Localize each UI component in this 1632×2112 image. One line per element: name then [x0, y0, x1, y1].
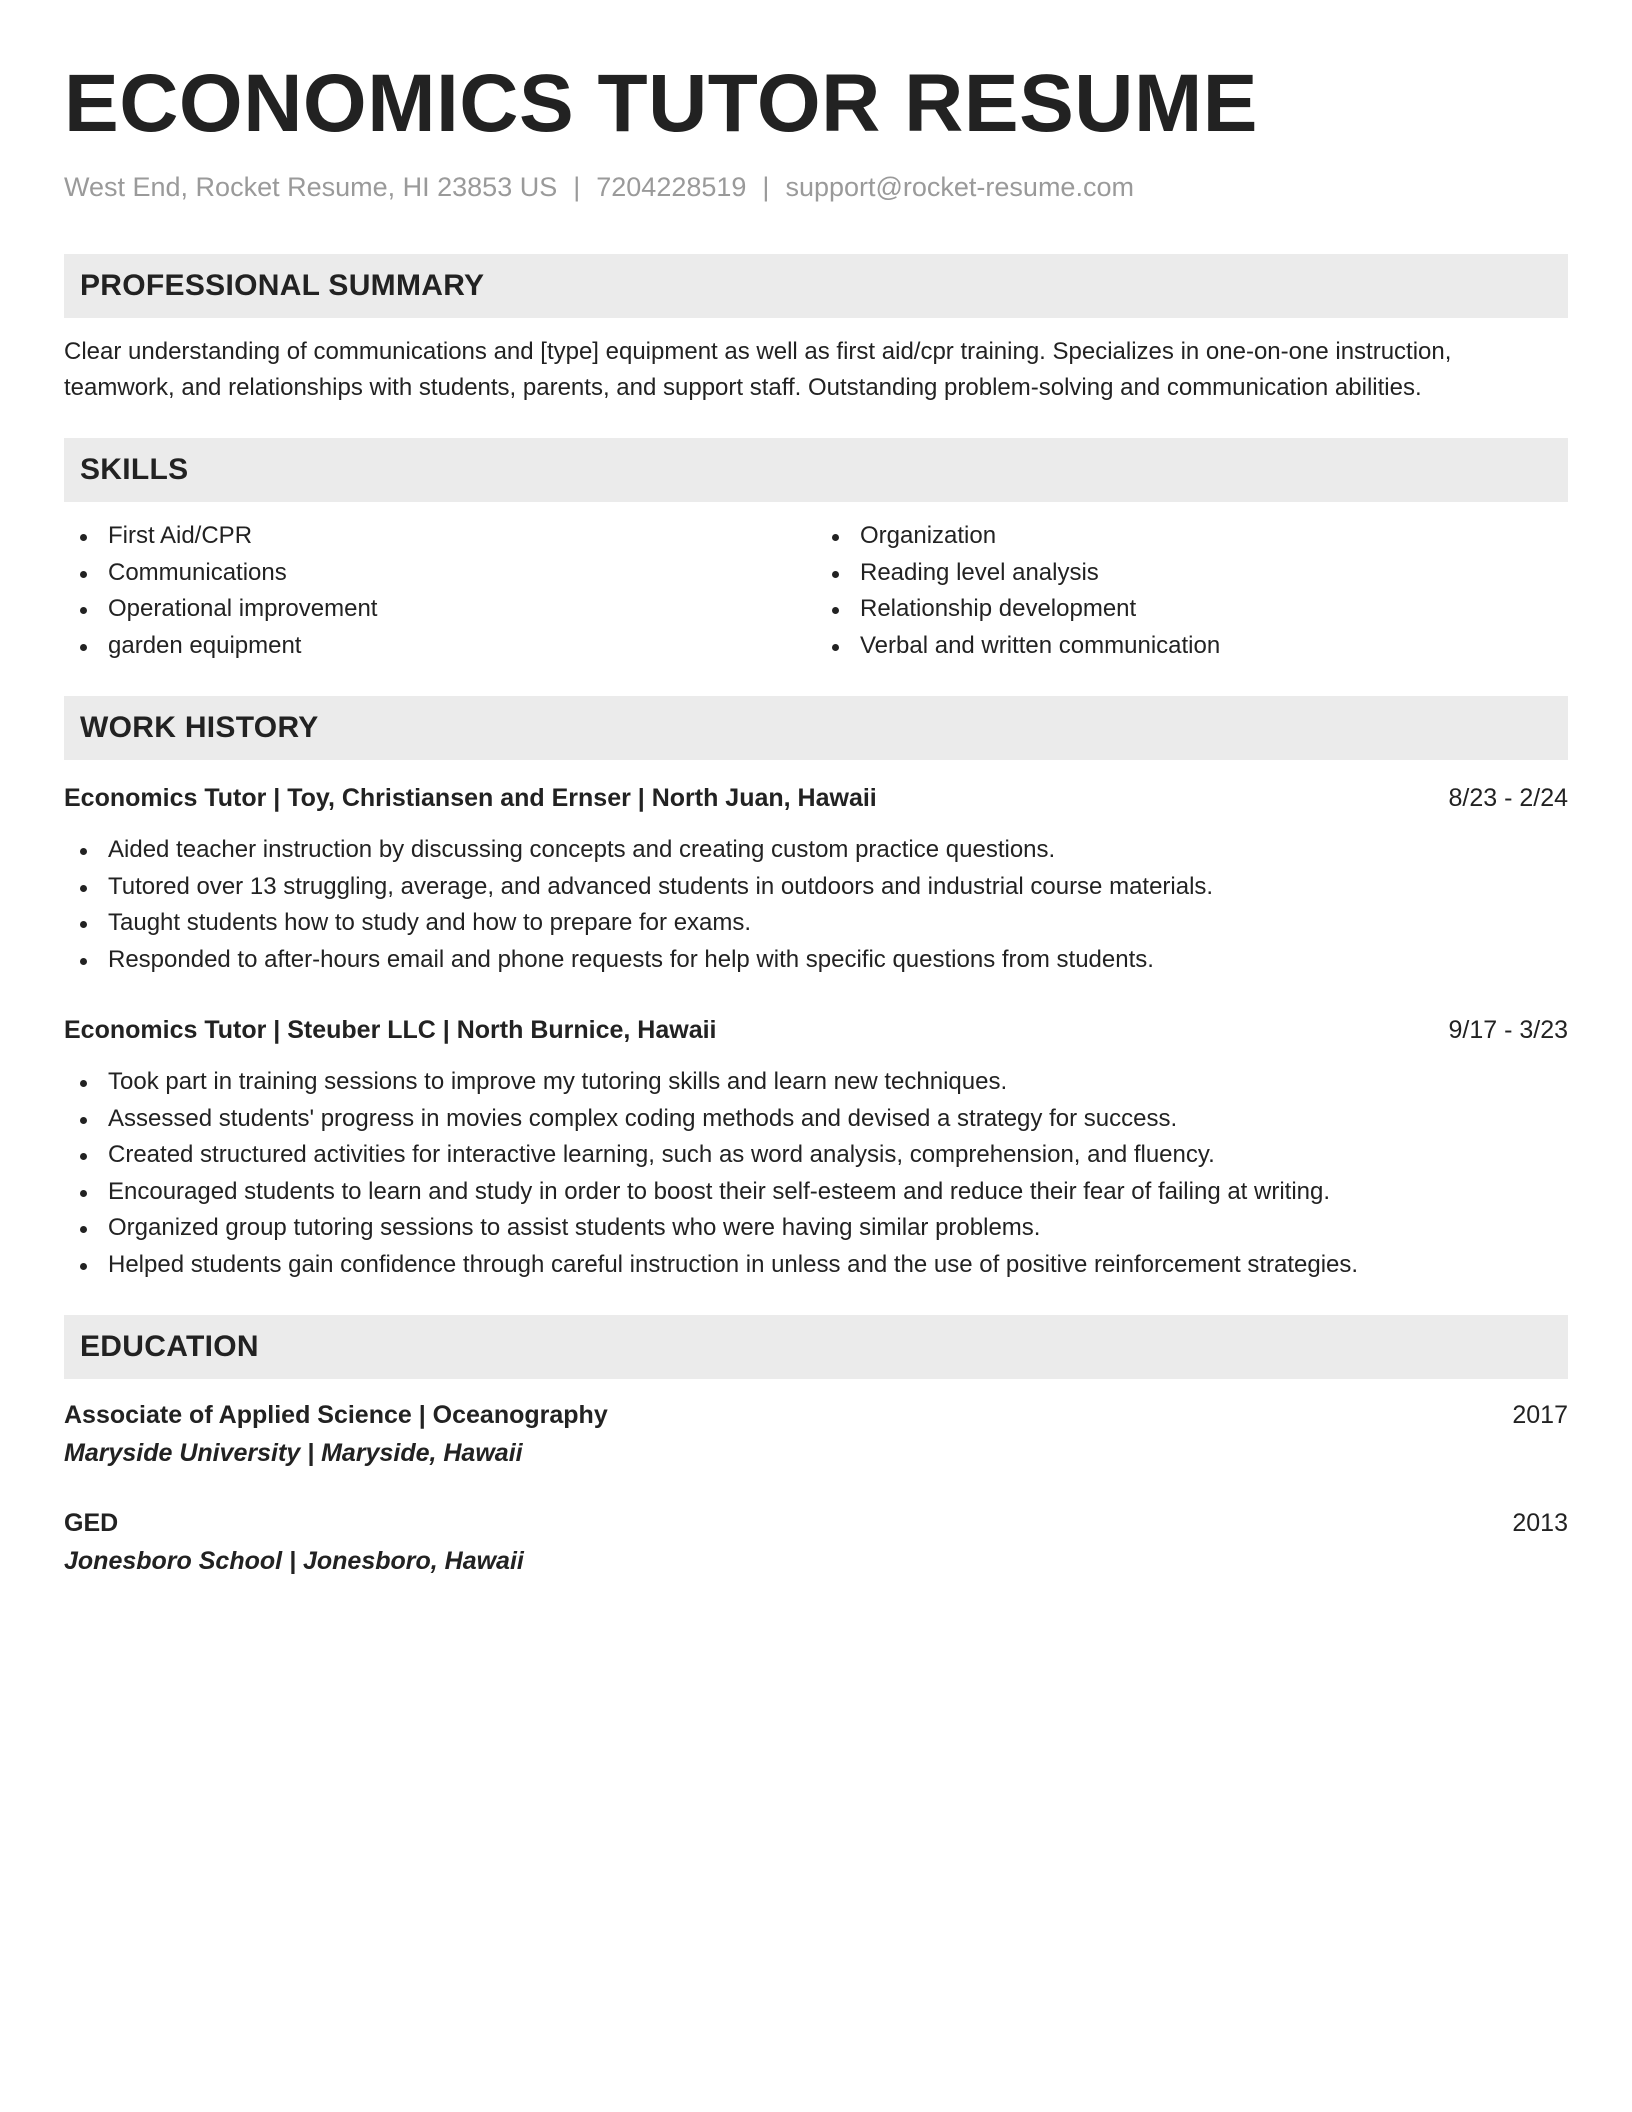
job-header: [64, 1012, 1568, 1048]
job-entry: [64, 1012, 1568, 1283]
job-dates: 9/17 - 3/23: [1448, 1016, 1568, 1044]
job-bullet: Assessed students' progress in movies complex coding methods and devised a strategy for success.: [64, 1101, 1568, 1138]
skill-item: Relationship development: [816, 591, 1568, 628]
skill-item: First Aid/CPR: [64, 518, 816, 555]
job-header: [64, 780, 1568, 816]
job-bullet: Responded to after-hours email and phone requests for help with specific questions from students.: [64, 942, 1568, 979]
job-bullet: Created structured activities for interactive learning, such as word analysis, comprehension, and fluency.: [64, 1137, 1568, 1174]
work-history-heading: WORK HISTORY: [64, 696, 1568, 760]
skill-item: Organization: [816, 518, 1568, 555]
page-title: ECONOMICS TUTOR RESUME: [64, 58, 1258, 149]
education-school: Maryside University | Maryside, Hawaii: [64, 1439, 523, 1467]
job-dates: 8/23 - 2/24: [1448, 784, 1568, 812]
job-bullet: Took part in training sessions to improve my tutoring skills and learn new techniques.: [64, 1064, 1568, 1101]
skill-item: Operational improvement: [64, 591, 816, 628]
education-section: [64, 1315, 1568, 1581]
education-heading: EDUCATION: [64, 1315, 1568, 1379]
job-title: Economics Tutor | Steuber LLC | North Burnice, Hawaii: [64, 1016, 717, 1044]
education-header: [64, 1505, 1568, 1541]
work-history-section: [64, 696, 1568, 1283]
contact-line: [64, 170, 1568, 204]
education-header: [64, 1397, 1568, 1433]
job-bullets: [64, 832, 1568, 978]
job-title: Economics Tutor | Toy, Christiansen and Ernser | North Juan, Hawaii: [64, 784, 877, 812]
skills-grid: [64, 518, 1568, 664]
education-school: Jonesboro School | Jonesboro, Hawaii: [64, 1547, 524, 1575]
skills-heading: SKILLS: [64, 438, 1568, 502]
skills-list-left: [64, 518, 816, 664]
education-degree: Associate of Applied Science | Oceanography: [64, 1401, 608, 1429]
skills-section: [64, 438, 1568, 664]
skill-item: Communications: [64, 555, 816, 592]
job-bullet: Encouraged students to learn and study in order to boost their self-esteem and reduce their fear of failing at writing.: [64, 1174, 1568, 1211]
education-year: 2013: [1512, 1509, 1568, 1537]
education-year: 2017: [1512, 1401, 1568, 1429]
education-degree: GED: [64, 1509, 119, 1537]
resume-header: [64, 56, 1568, 204]
contact-separator: |: [762, 172, 770, 202]
job-bullet: Taught students how to study and how to prepare for exams.: [64, 905, 1568, 942]
job-bullet: Helped students gain confidence through careful instruction in unless and the use of positive reinforcement strategies.: [64, 1247, 1568, 1284]
education-entry: [64, 1505, 1568, 1581]
contact-separator: |: [573, 172, 581, 202]
skills-list-right: [816, 518, 1568, 664]
contact-phone: 7204228519: [596, 172, 747, 202]
job-entry: [64, 780, 1568, 978]
education-entry: [64, 1397, 1568, 1473]
contact-email: support@rocket-resume.com: [785, 172, 1134, 202]
job-bullet: Tutored over 13 struggling, average, and advanced students in outdoors and industrial course materials.: [64, 869, 1568, 906]
contact-address: West End, Rocket Resume, HI 23853 US: [64, 172, 558, 202]
skill-item: garden equipment: [64, 628, 816, 665]
skill-item: Verbal and written communication: [816, 628, 1568, 665]
summary-text: Clear understanding of communications and [type] equipment as well as first aid/cpr training. Specializes in one-on-one instruction, teamwork, and relationships with students, parents, and support staff. Outstanding problem-solving and communication abilities.: [64, 338, 1452, 401]
job-bullet: Organized group tutoring sessions to assist students who were having similar problems.: [64, 1210, 1568, 1247]
summary-heading: PROFESSIONAL SUMMARY: [64, 254, 1568, 318]
summary-section: [64, 254, 1568, 406]
skill-item: Reading level analysis: [816, 555, 1568, 592]
job-bullet: Aided teacher instruction by discussing concepts and creating custom practice questions.: [64, 832, 1568, 869]
job-bullets: [64, 1064, 1568, 1283]
